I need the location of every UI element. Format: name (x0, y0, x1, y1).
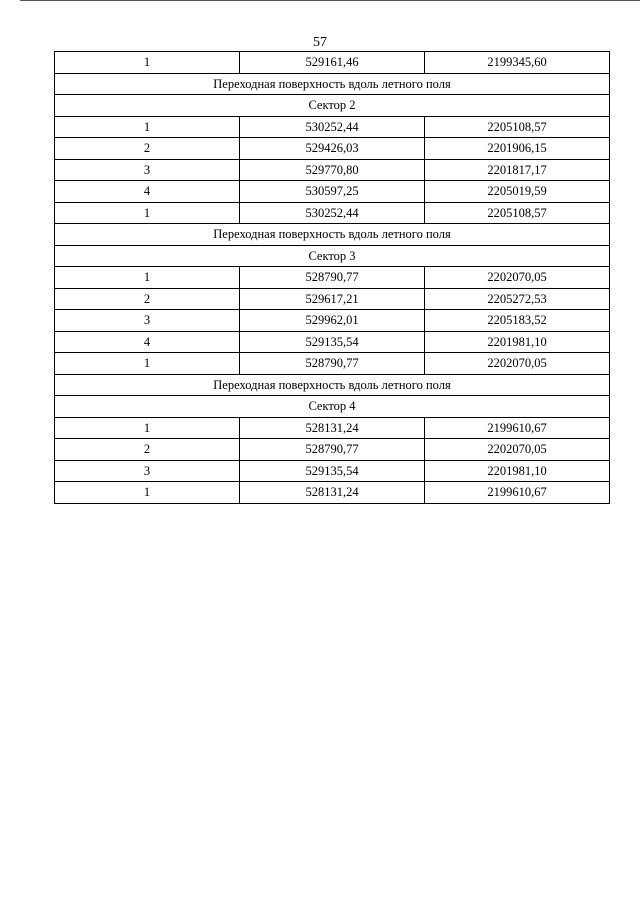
table-row (55, 52, 610, 74)
x-coordinate-cell: 529962,01 (240, 310, 425, 332)
section-heading-cell: Переходная поверхность вдоль летного поля (55, 374, 610, 396)
point-number-cell: 2 (55, 288, 240, 310)
table-row (55, 202, 610, 224)
y-coordinate-cell: 2201817,17 (425, 159, 610, 181)
table-row (55, 267, 610, 289)
table-row (55, 310, 610, 332)
y-coordinate-cell: 2201981,10 (425, 331, 610, 353)
x-coordinate-cell: 529770,80 (240, 159, 425, 181)
table-row (55, 138, 610, 160)
point-number-cell: 4 (55, 331, 240, 353)
y-coordinate-cell: 2205019,59 (425, 181, 610, 203)
table-row (55, 181, 610, 203)
y-coordinate-cell: 2199610,67 (425, 417, 610, 439)
section-heading-row (55, 374, 610, 396)
y-coordinate-cell: 2199610,67 (425, 482, 610, 504)
point-number-cell: 1 (55, 353, 240, 375)
table-row (55, 353, 610, 375)
x-coordinate-cell: 528131,24 (240, 417, 425, 439)
x-coordinate-cell: 530597,25 (240, 181, 425, 203)
top-rule (20, 0, 640, 1)
x-coordinate-cell: 529617,21 (240, 288, 425, 310)
section-heading-cell: Переходная поверхность вдоль летного поля (55, 224, 610, 246)
y-coordinate-cell: 2199345,60 (425, 52, 610, 74)
x-coordinate-cell: 528790,77 (240, 439, 425, 461)
table-row (55, 417, 610, 439)
point-number-cell: 1 (55, 52, 240, 74)
section-heading-row (55, 224, 610, 246)
point-number-cell: 4 (55, 181, 240, 203)
y-coordinate-cell: 2202070,05 (425, 353, 610, 375)
x-coordinate-cell: 529135,54 (240, 331, 425, 353)
y-coordinate-cell: 2201906,15 (425, 138, 610, 160)
x-coordinate-cell: 528790,77 (240, 353, 425, 375)
section-heading-cell: Переходная поверхность вдоль летного поля (55, 73, 610, 95)
y-coordinate-cell: 2201981,10 (425, 460, 610, 482)
table-row (55, 159, 610, 181)
point-number-cell: 1 (55, 202, 240, 224)
section-heading-row (55, 73, 610, 95)
y-coordinate-cell: 2205183,52 (425, 310, 610, 332)
point-number-cell: 2 (55, 138, 240, 160)
coordinates-table (54, 51, 610, 504)
x-coordinate-cell: 528131,24 (240, 482, 425, 504)
table-row (55, 331, 610, 353)
page-number: 57 (313, 35, 327, 50)
section-heading-cell: Сектор 2 (55, 95, 610, 117)
section-heading-cell: Сектор 4 (55, 396, 610, 418)
table-row (55, 460, 610, 482)
y-coordinate-cell: 2205108,57 (425, 202, 610, 224)
section-heading-cell: Сектор 3 (55, 245, 610, 267)
table-row (55, 439, 610, 461)
x-coordinate-cell: 529161,46 (240, 52, 425, 74)
section-heading-row (55, 245, 610, 267)
y-coordinate-cell: 2205272,53 (425, 288, 610, 310)
point-number-cell: 1 (55, 417, 240, 439)
point-number-cell: 2 (55, 439, 240, 461)
table-row (55, 116, 610, 138)
section-heading-row (55, 396, 610, 418)
section-heading-row (55, 95, 610, 117)
point-number-cell: 3 (55, 159, 240, 181)
coordinates-table-body (55, 52, 610, 504)
x-coordinate-cell: 530252,44 (240, 116, 425, 138)
x-coordinate-cell: 529426,03 (240, 138, 425, 160)
y-coordinate-cell: 2202070,05 (425, 439, 610, 461)
point-number-cell: 3 (55, 310, 240, 332)
table-row (55, 288, 610, 310)
point-number-cell: 3 (55, 460, 240, 482)
table-row (55, 482, 610, 504)
point-number-cell: 1 (55, 116, 240, 138)
x-coordinate-cell: 529135,54 (240, 460, 425, 482)
point-number-cell: 1 (55, 267, 240, 289)
x-coordinate-cell: 528790,77 (240, 267, 425, 289)
point-number-cell: 1 (55, 482, 240, 504)
y-coordinate-cell: 2205108,57 (425, 116, 610, 138)
y-coordinate-cell: 2202070,05 (425, 267, 610, 289)
x-coordinate-cell: 530252,44 (240, 202, 425, 224)
